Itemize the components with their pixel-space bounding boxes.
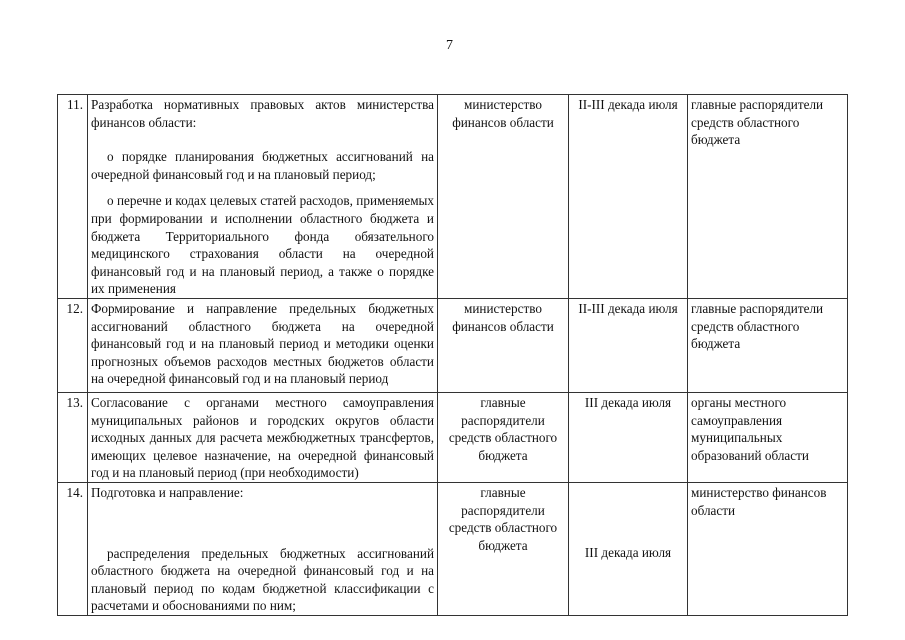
activity-cell bbox=[88, 95, 438, 299]
row-number: 14. bbox=[58, 482, 88, 615]
table-row bbox=[58, 482, 848, 615]
term-cell: II-III декада июля bbox=[569, 95, 688, 299]
recipient-cell: министерство финансов области bbox=[688, 482, 848, 615]
activity-subitem: о перечне и кодах целевых статей расходов, применяемых при формировании и исполнении областного бюджета и бюджета Территориального фонда обязательного медицинского страхования области на очередной финансовый год и на плановый период, а также о порядке их применения bbox=[91, 193, 434, 297]
executor-cell: министерство финансов области bbox=[438, 298, 569, 392]
executor-cell: министерство финансов области bbox=[438, 95, 569, 299]
executor-cell: главные распорядители средств областного бюджета bbox=[438, 392, 569, 482]
activity-text: Формирование и направление предельных бюджетных ассигнований областного бюджета на очередной финансовый год и на плановый период и методики оценки прогнозных объемов расходов местных бюджетов области на очередной финансовый год и на плановый период bbox=[91, 300, 434, 387]
term-cell bbox=[569, 482, 688, 615]
plan-table bbox=[57, 94, 848, 616]
page-number: 7 bbox=[446, 38, 453, 53]
table-row bbox=[58, 298, 848, 392]
table-row bbox=[58, 95, 848, 299]
activity-subitem: распределения предельных бюджетных ассигнований областного бюджета на очередной финансовый год и на плановый период по кодам бюджетной классификации с расчетами и обоснованиями по ним; bbox=[91, 545, 434, 614]
term-cell: III декада июля bbox=[569, 392, 688, 482]
activity-subitem: о порядке планирования бюджетных ассигнований на очередной финансовый год и на плановый период; bbox=[91, 149, 434, 182]
activity-text: Подготовка и направление: bbox=[91, 484, 244, 500]
recipient-cell: главные распорядители средств областного бюджета bbox=[688, 298, 848, 392]
row-number: 13. bbox=[58, 392, 88, 482]
row-number: 11. bbox=[58, 95, 88, 299]
row-number: 12. bbox=[58, 298, 88, 392]
term-text: III декада июля bbox=[584, 544, 672, 560]
activity-text: Согласование с органами местного самоуправления муниципальных районов и городских округов области исходных данных для расчета межбюджетных трансфертов, имеющих целевое назначение, на очередной финансовый год и на плановый период (при необходимости) bbox=[91, 394, 434, 481]
activity-text: Разработка нормативных правовых актов министерства финансов области: bbox=[91, 97, 434, 130]
recipient-cell: органы местного самоуправления муниципальных образований области bbox=[688, 392, 848, 482]
table-row bbox=[58, 392, 848, 482]
recipient-cell: главные распорядители средств областного бюджета bbox=[688, 95, 848, 299]
term-cell: II-III декада июля bbox=[569, 298, 688, 392]
executor-cell: главные распорядители средств областного бюджета bbox=[438, 482, 569, 615]
